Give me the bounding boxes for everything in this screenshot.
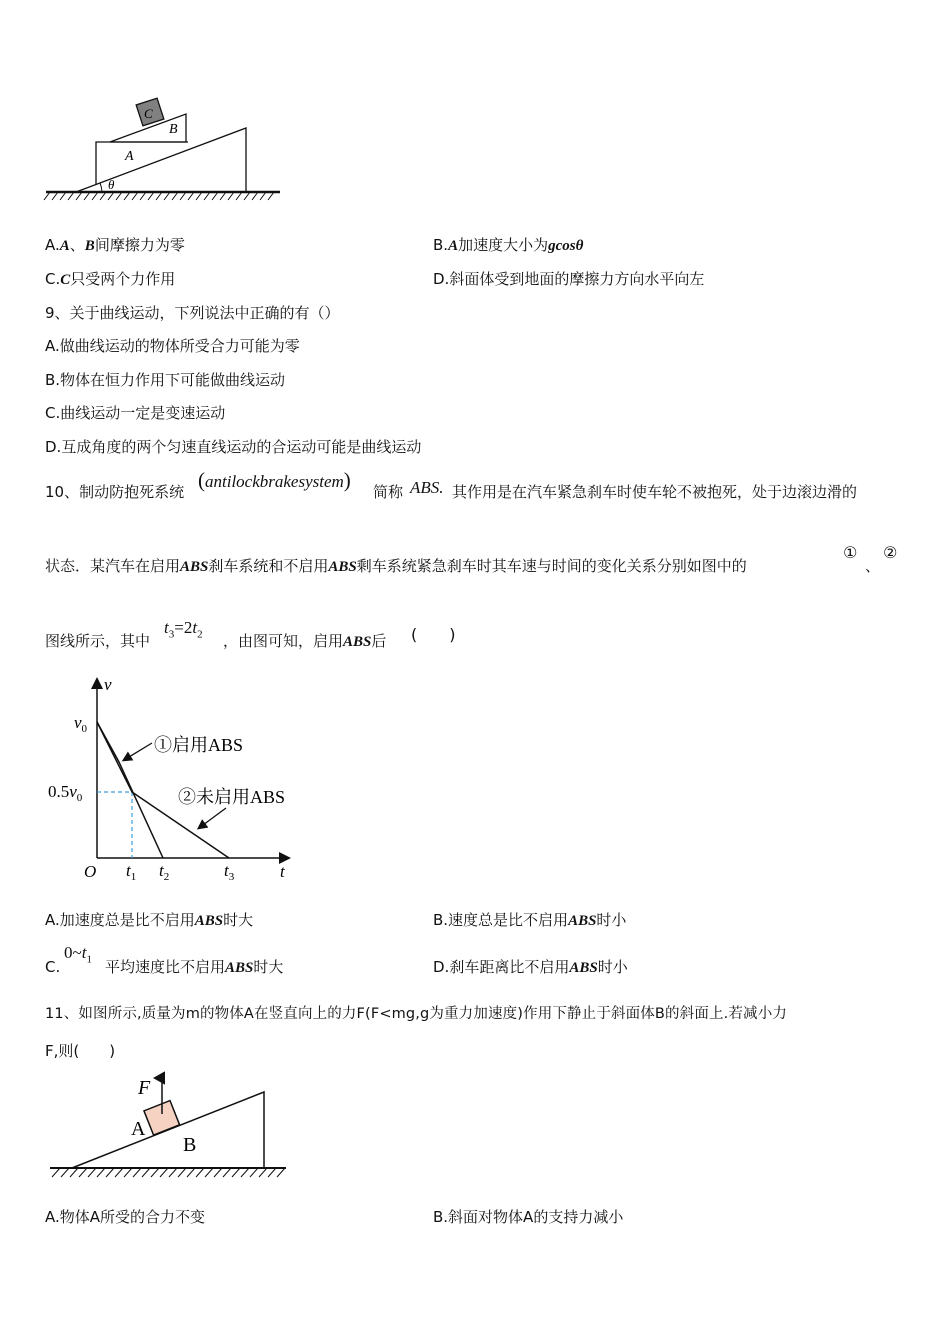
q8-option-a[interactable]: A.A、B间摩擦力为零	[45, 236, 185, 254]
fig1-label-c: C	[144, 106, 153, 121]
fig3-label-f: F	[138, 1077, 151, 1099]
t3-label: $t_3$	[224, 861, 235, 883]
q9-option-a[interactable]: A.做曲线运动的物体所受合力可能为零	[45, 337, 300, 355]
q10-option-c-range: $0\sim t_1$	[64, 943, 92, 966]
vt-graph	[44, 672, 314, 884]
q11-option-a[interactable]: A.物体A所受的合力不变	[45, 1208, 206, 1226]
fig3-block-on-incline	[46, 1068, 296, 1180]
q10-option-d[interactable]: D.刹车距离比不启用ABS时小	[433, 958, 628, 976]
q10-circle-2: ②	[883, 543, 898, 562]
fig3-label-b: B	[183, 1134, 197, 1156]
t2-label: $t_2$	[159, 861, 170, 883]
q9-option-c[interactable]: C.曲线运动一定是变速运动	[45, 404, 226, 422]
q10-stem-line1: 10、制动防抱死系统	[45, 483, 185, 501]
q11-stem-line2: F,则( )	[45, 1042, 116, 1060]
v0-label: $v_0$	[74, 713, 88, 735]
q9-stem: 9、关于曲线运动，下列说法中正确的有（）	[45, 304, 340, 322]
q10-stem-line2: 状态．某汽车在启用ABS刹车系统和不启用ABS剩车系统紧急刹车时其车速与时间的变化关系分别如图中的	[45, 557, 747, 575]
q8-option-d[interactable]: D.斜面体受到地面的摩擦力方向水平向左	[433, 270, 705, 288]
q10-english-term: (antilockbrakesystem)	[198, 468, 351, 492]
curve2-label: ②未启用ABS	[178, 787, 286, 807]
q10-abs-term: ABS.	[410, 478, 444, 497]
fig1-label-a: A	[125, 149, 134, 164]
q8-option-c[interactable]: C.C只受两个力作用	[45, 270, 176, 288]
q9-option-b[interactable]: B.物体在恒力作用下可能做曲线运动	[45, 371, 286, 389]
q11-option-b[interactable]: B.斜面对物体A的支持力减小	[433, 1208, 624, 1226]
half-v0-label: $0.5v_0$	[48, 782, 83, 804]
v-axis-label: v	[104, 675, 112, 694]
q9-option-d[interactable]: D.互成角度的两个匀速直线运动的合运动可能是曲线运动	[45, 438, 422, 456]
curve1-label: ①启用ABS	[154, 735, 244, 755]
t1-label: $t_1$	[126, 861, 137, 883]
q10-answer-paren: ( )	[411, 625, 456, 644]
q10-circle-1: ①	[843, 543, 858, 562]
q10-stem-line3: 图线所示，其中	[45, 632, 151, 650]
q10-option-c[interactable]: C.	[45, 958, 61, 976]
origin-label: O	[84, 862, 97, 881]
q8-option-b[interactable]: B.A加速度大小为gcosθ	[433, 236, 584, 254]
fig1-incline-blocks	[40, 92, 290, 210]
fig1-label-b: B	[169, 122, 178, 137]
fig3-label-a: A	[131, 1118, 146, 1140]
q10-option-a[interactable]: A.加速度总是比不启用ABS时大	[45, 911, 254, 929]
q10-t3-eq-2t2: $t_3=2t_2$	[164, 618, 203, 641]
q10-option-b[interactable]: B.速度总是比不启用ABS时小	[433, 911, 627, 929]
t-axis-label: t	[280, 862, 285, 881]
fig1-label-theta: θ	[108, 177, 115, 192]
q11-stem-line1: 11、如图所示,质量为m的物体A在竖直向上的力F(F<mg,g为重力加速度)作用下静止于斜面体B的斜面上.若减小力	[45, 1006, 787, 1022]
